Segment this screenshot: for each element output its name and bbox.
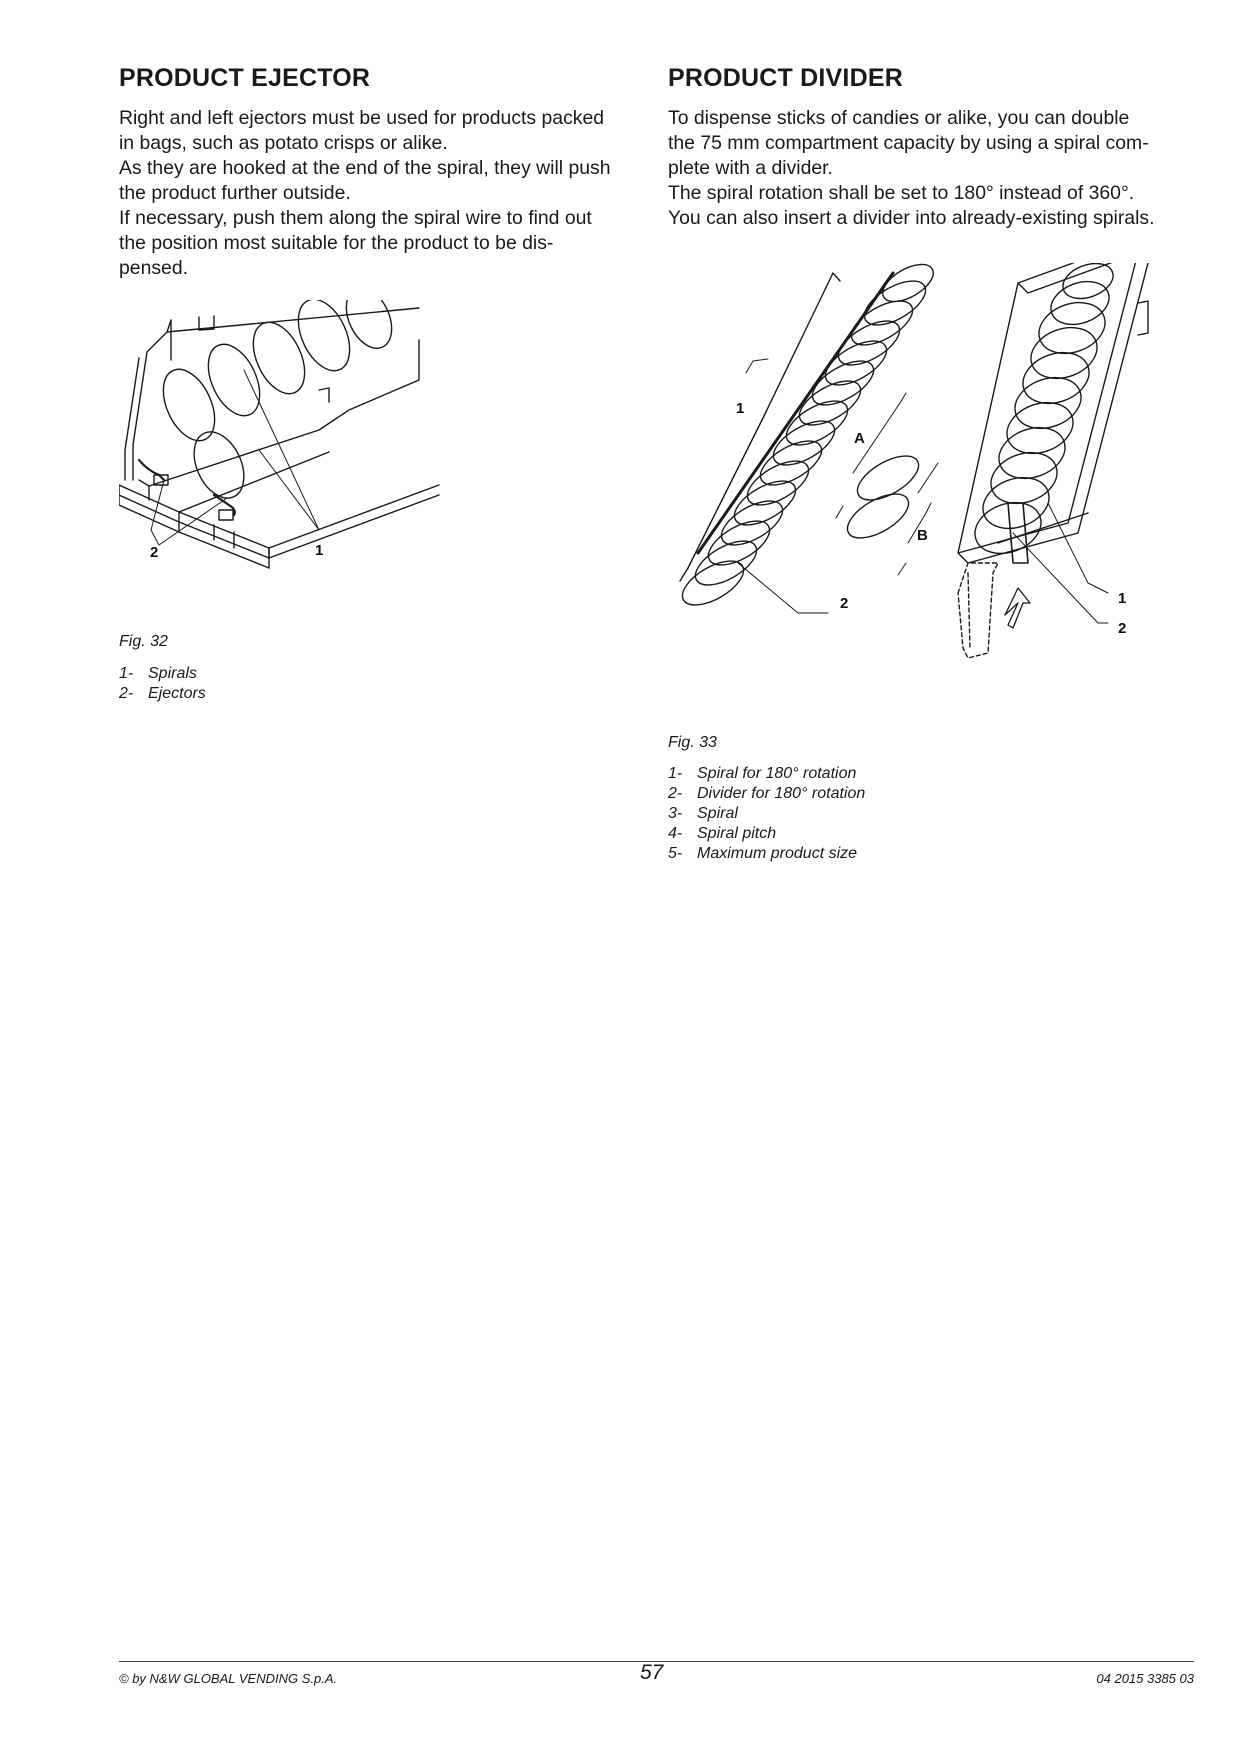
page-number: 57 (640, 1661, 664, 1684)
text-line: As they are hooked at the end of the spiral, they will push (119, 157, 611, 179)
figure-legend (668, 764, 865, 864)
ejector-illustration (119, 300, 459, 640)
legend-number: 4- (668, 825, 683, 842)
product-divider-text (668, 106, 1198, 231)
legend-text: Spiral (697, 805, 738, 822)
footer-copyright: © by N&W GLOBAL VENDING S.p.A. (119, 1671, 338, 1686)
legend-text: Spiral for 180° rotation (697, 765, 857, 782)
text-line: the 75 mm compartment capacity by using a spiral com- (668, 132, 1149, 154)
text-line: the product further outside. (119, 182, 351, 204)
legend-item (119, 684, 206, 704)
text-line: plete with a divider. (668, 157, 833, 179)
callout-label: B (917, 527, 928, 544)
document-code: 04 2015 3385 03 (1096, 1671, 1194, 1686)
product-ejector-title: PRODUCT EJECTOR (119, 64, 371, 92)
figure-caption: Fig. 33 (668, 734, 717, 751)
text-line: If necessary, push them along the spiral wire to find out (119, 207, 592, 229)
legend-number: 1- (668, 765, 683, 782)
legend-text: Divider for 180° rotation (697, 785, 866, 802)
callout-label: 2 (1118, 620, 1127, 637)
legend-text: Ejectors (148, 685, 206, 702)
callout-label: A (854, 430, 865, 447)
legend-text: Spirals (148, 665, 197, 682)
callout-label: 2 (150, 544, 159, 561)
divider-illustration (668, 263, 1208, 723)
legend-item (668, 824, 865, 844)
callout-label: 2 (840, 595, 849, 612)
callout-label: 1 (315, 542, 324, 559)
legend-number: 3- (668, 805, 683, 822)
legend-item (119, 664, 206, 684)
text-line: Right and left ejectors must be used for products packed (119, 107, 605, 129)
text-line: The spiral rotation shall be set to 180° instead of 360°. (668, 182, 1135, 204)
legend-number: 5- (668, 845, 683, 862)
text-line: pensed. (119, 257, 189, 279)
product-ejector-text (119, 106, 649, 281)
callout-label: 1 (736, 400, 745, 417)
legend-item (668, 844, 865, 864)
text-line: You can also insert a divider into already-existing spirals. (668, 207, 1155, 229)
text-line: To dispense sticks of candies or alike, you can double (668, 107, 1130, 129)
callout-label: 1 (1118, 590, 1127, 607)
text-line: in bags, such as potato crisps or alike. (119, 132, 448, 154)
figure-legend (119, 664, 206, 704)
legend-text: Spiral pitch (697, 825, 777, 842)
legend-item (668, 784, 865, 804)
legend-item (668, 764, 865, 784)
text-line: the position most suitable for the product to be dis- (119, 232, 554, 254)
legend-number: 2- (668, 785, 683, 802)
legend-text: Maximum product size (697, 845, 858, 862)
legend-number: 2- (119, 685, 134, 702)
figure-caption: Fig. 32 (119, 633, 168, 650)
product-divider-title: PRODUCT DIVIDER (668, 64, 903, 92)
legend-number: 1- (119, 665, 134, 682)
legend-item (668, 804, 865, 824)
